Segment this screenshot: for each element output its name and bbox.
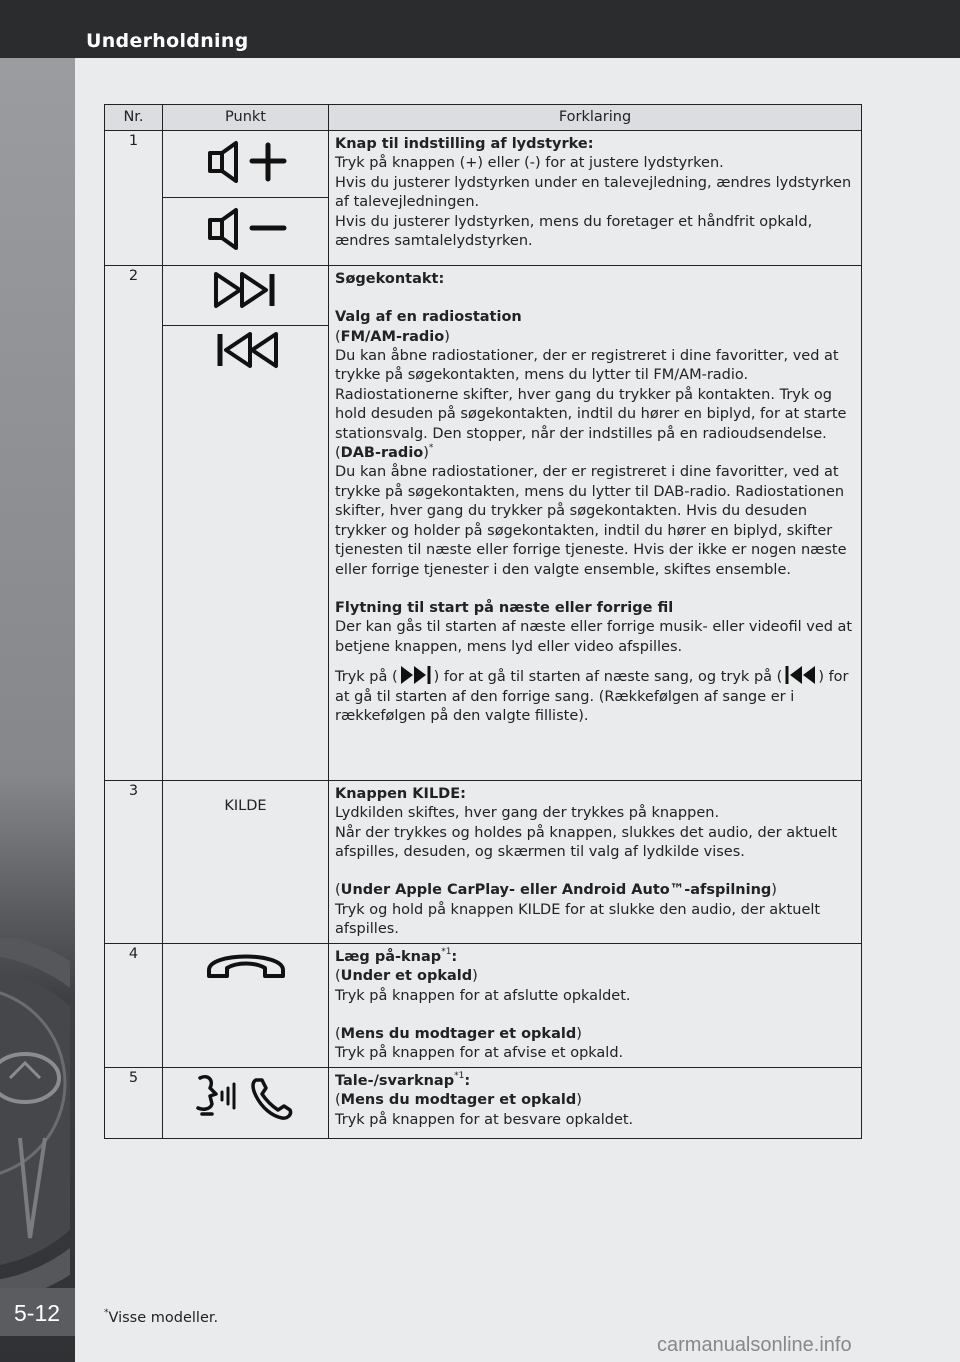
hang-up-icon [201, 944, 291, 984]
receive-text: Tryk på knappen for at afvise et opkald. [335, 1045, 624, 1062]
table-row: 3 KILDE Knappen KILDE: Lydkilden skiftes, hver gang der trykkes på knappen. Når der trykkes og holdes på knappen, slukkes det audio, der aktuelt afspilles, desuden, og skærmen til valg af lydkilde vises. (Under Apple CarPlay- eller Android Auto™-afspilning) Tryk og hold på knappen KILDE for at slukke den audio, der aktuelt afspilles. [105, 780, 862, 943]
header-bar [0, 0, 960, 58]
row-number: 1 [105, 131, 163, 266]
title-sup: *1 [441, 946, 452, 957]
footnote: *Visse modeller. [104, 1308, 219, 1326]
dab-text: Du kan åbne radiostationer, der er registreret i dine favoritter, ved at trykke på søgekontakten, mens du lytter til DAB-radio. Radiostationen skifter, hver gang du trykker på søgekontakten. Hvis du desuden trykker og holder på søgekontakten, indtil du hører en biplyd, skifter tjenesten til næste eller forrige tjeneste. Hvis der ikke er nogen næste eller forrige tjenester i den valgte ensemble, skiftes ensemble. [335, 464, 847, 578]
table-row: 2 Søgekontakt: Valg af en radiostation (FM/AM-radio) Du kan åbne radiostationer, der er registreret i dine favoritter, ved at trykke på søgekontakten, mens du lytter til FM/AM-radio. Radiostationerne skifter, hver gang du trykker på kontakten. Tryk og hold desuden på søgekontakten, indtil du hører en biplyd, for at starte stationsvalg. Den stopper, når der indstilles på en radioudsendelse. (DAB-radio)* Du kan åbne radiostationer, der er registreret i dine favoritter, ved at trykke på søgekontakten, mens du lytter til DAB-radio. Radiostationen skifter, hver gang du trykker på søgekontakten. Hvis du desuden trykker og holder på søgekontakten, indtil du hører en biplyd, skifter tjenesten til næste eller forrige tjeneste. Hvis der ikke er nogen næste eller forrige tjenester i den valgte ensemble, skiftes ensemble. Flytning til start på næste eller forrige fil Der kan gås til starten af næste eller forrige musik- eller videofil ved at betjene knappen, mens lyd eller video afspilles. Tryk på ( ) for at gå til starten af næste sang, og tryk på ( ) for at gå til starten af den forrige sang. (Rækkefølgen af sange er i rækkefølgen på den valgte filliste). [105, 265, 862, 325]
row-number: 5 [105, 1067, 163, 1138]
subsection-title: Valg af en radiostation [335, 309, 522, 326]
fm-label: FM/AM-radio [340, 328, 445, 345]
text-line: Lydkilden skiftes, hver gang der trykkes på knappen. [335, 805, 720, 822]
row-title: Læg på-knap [335, 948, 442, 965]
fm-text: Du kan åbne radiostationer, der er registreret i dine favoritter, ved at trykke på søgekontakten, mens du lytter til FM/AM-radio. Radiostationerne skifter, hver gang du trykker på kontakten. Tryk og hold desuden på søgekontakten, indtil du hører en biplyd, for at starte stationsvalg. Den stopper, når der indstilles på en radioudsendelse. [335, 348, 847, 442]
page-number: 5-12 [14, 1300, 61, 1326]
volume-down-icon [196, 198, 296, 258]
seek-backward-icon [206, 326, 286, 374]
receive-text: Tryk på knappen for at besvare opkaldet. [335, 1111, 634, 1128]
text-line: Tryk på knappen (+) eller (-) for at justere lydstyrken. [335, 155, 724, 172]
dab-label: DAB-radio [340, 445, 424, 462]
text-line: Når der trykkes og holdes på knappen, slukkes det audio, der aktuelt afspilles, desuden, og skærmen til valg af lydkilde vises. [335, 824, 837, 861]
text-line: Hvis du justerer lydstyrken, mens du foretager et håndfrit opkald, ændres samtalelydstyrken. [335, 213, 813, 250]
dab-sup: * [428, 443, 434, 454]
row-number: 3 [105, 780, 163, 943]
carplay-label: Under Apple CarPlay- eller Android Auto™-afspilning [340, 882, 772, 899]
row-title: Knappen KILDE: [335, 785, 466, 802]
steering-wheel-icon [0, 938, 70, 1298]
table-header-row [105, 105, 862, 131]
sidebar-decoration [0, 58, 75, 1362]
seek-forward-icon [398, 663, 434, 687]
header-punkt: Punkt [163, 105, 329, 131]
press-instruction: Tryk på ( ) for at gå til starten af næste sang, og tryk på ( ) for at gå til starten af den forrige sang. (Rækkefølgen af sange er i rækkefølgen på den valgte filliste). [335, 663, 856, 726]
row-title: Søgekontakt: [335, 270, 445, 287]
header-forklaring: Forklaring [329, 105, 862, 131]
subsection-title: Flytning til start på næste eller forrige fil [335, 599, 674, 616]
voice-command-icon [186, 1068, 306, 1124]
row-number: 4 [105, 943, 163, 1067]
volume-up-icon [196, 131, 296, 191]
table-row [105, 131, 862, 198]
seek-forward-icon [206, 266, 286, 314]
controls-table [104, 104, 862, 1139]
source-label: KILDE [163, 780, 329, 943]
receive-label: Mens du modtager et opkald [340, 1026, 577, 1043]
watermark: carmanualsonline.info [657, 1334, 852, 1356]
table-row: 4 Læg på-knap$^{*1}$: (Under et opkald) Tryk på knappen for at afslutte opkaldet. (Mens du modtager et opkald) Tryk på knappen for at afvise et opkald. [105, 943, 862, 1067]
row-title: Knap til indstilling af lydstyrke: [335, 136, 594, 152]
title-sup: *1 [454, 1070, 465, 1081]
text-line: Hvis du justerer lydstyrken under en talevejledning, ændres lydstyrken af talevejledningen. [335, 174, 852, 211]
seek-backward-icon [782, 663, 818, 687]
row-title: Tale-/svarknap [335, 1072, 455, 1089]
call-label: Under et opkald [340, 968, 473, 985]
receive-label: Mens du modtager et opkald [340, 1092, 577, 1109]
row-number: 2 [105, 265, 163, 780]
pick-up-icon [253, 1080, 291, 1118]
call-text: Tryk på knappen for at afslutte opkaldet. [335, 987, 631, 1004]
table-row: 5 Tale-/svarknap$^{*1}$: (Mens du modtager et opkald) Tryk på knappen for at besvare opkaldet. [105, 1067, 862, 1138]
carplay-text: Tryk og hold på knappen KILDE for at slukke den audio, der aktuelt afspilles. [335, 901, 821, 938]
section-title: Underholdning [86, 30, 249, 52]
track-text: Der kan gås til starten af næste eller forrige musik- eller videofil ved at betjene knappen, mens lyd eller video afspilles. [335, 619, 853, 655]
header-nr: Nr. [105, 105, 163, 131]
